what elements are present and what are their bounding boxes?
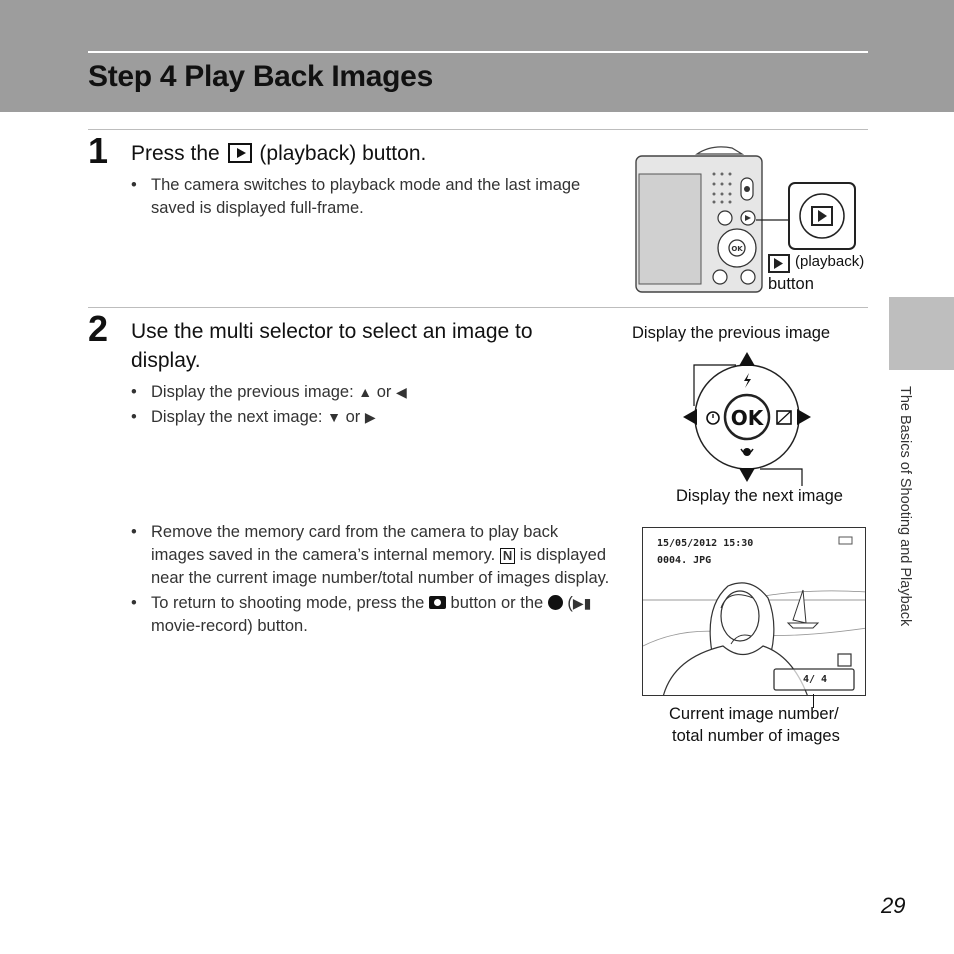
caption-image-number-1: Current image number/ [669,705,839,723]
step-1-heading-pre: Press the [131,142,220,165]
internal-memory-icon: N [500,548,515,564]
playback-icon [228,143,252,163]
notes-bullets [131,521,613,640]
list-item: • To return to shooting mode, press the button or the (▶▮ movie-record) button. [131,594,592,635]
page-title: Step 4 Play Back Images [88,60,433,93]
camera-illustration [632,140,872,300]
list-item: • Display the previous image: ▲ or ◀ [131,383,407,401]
list-item: • Display the next image: ▼ or ▶ [131,408,376,426]
caption-image-number-2: total number of images [672,727,840,745]
up-arrow-icon: ▲ [358,384,373,400]
screen-datetime: 15/05/2012 15:30 [657,538,754,549]
svg-text:OK: OK [731,245,743,253]
step-2-number: 2 [88,308,109,349]
down-arrow-icon: ▼ [327,409,341,425]
callout-playback-label: (playback) [795,253,865,270]
page-number: 29 [881,893,906,918]
callout-button-label: button [768,275,814,293]
movie-record-icon [548,595,563,610]
label-display-next: Display the next image [676,487,843,505]
list-item: • The camera switches to playback mode and the last image saved is displayed full-frame. [131,176,581,217]
left-arrow-icon: ◀ [396,384,407,400]
right-arrow-icon [797,409,811,425]
label-display-previous: Display the previous image [632,324,831,342]
screen-counter: 4/ 4 [803,674,828,685]
playback-photo [643,528,866,696]
multi-selector-diagram [680,348,820,488]
list-item: • Remove the memory card from the camera to play back images saved in the camera’s internal memory. N is displayed near the current image number/total number of images display. [131,523,610,587]
section-tab-label: The Basics of Shooting and Playback [897,386,913,627]
step-2-bullets [131,381,613,431]
section-rule-1 [88,129,868,130]
camera-button-icon [718,211,732,225]
step-1-number: 1 [88,130,109,171]
step-1-bullets [131,174,613,222]
header-rule [88,51,868,53]
section-tab [889,297,954,370]
movie-icon: ▶▮ [572,595,592,611]
svg-text:OK: OK [730,406,764,430]
step-1-heading [131,139,426,168]
header-band [0,0,954,112]
screen-filename: 0004. JPG [657,555,712,566]
right-arrow-icon: ▶ [364,409,376,425]
up-arrow-icon [739,352,755,366]
step-1-heading-post: (playback) button. [259,142,427,165]
playback-screen [642,527,866,696]
section-rule-2 [88,307,868,308]
camera-icon [429,596,446,609]
step-2-heading: Use the multi selector to select an image to display. [131,320,533,372]
down-arrow-icon [739,468,755,482]
left-arrow-icon [683,409,697,425]
